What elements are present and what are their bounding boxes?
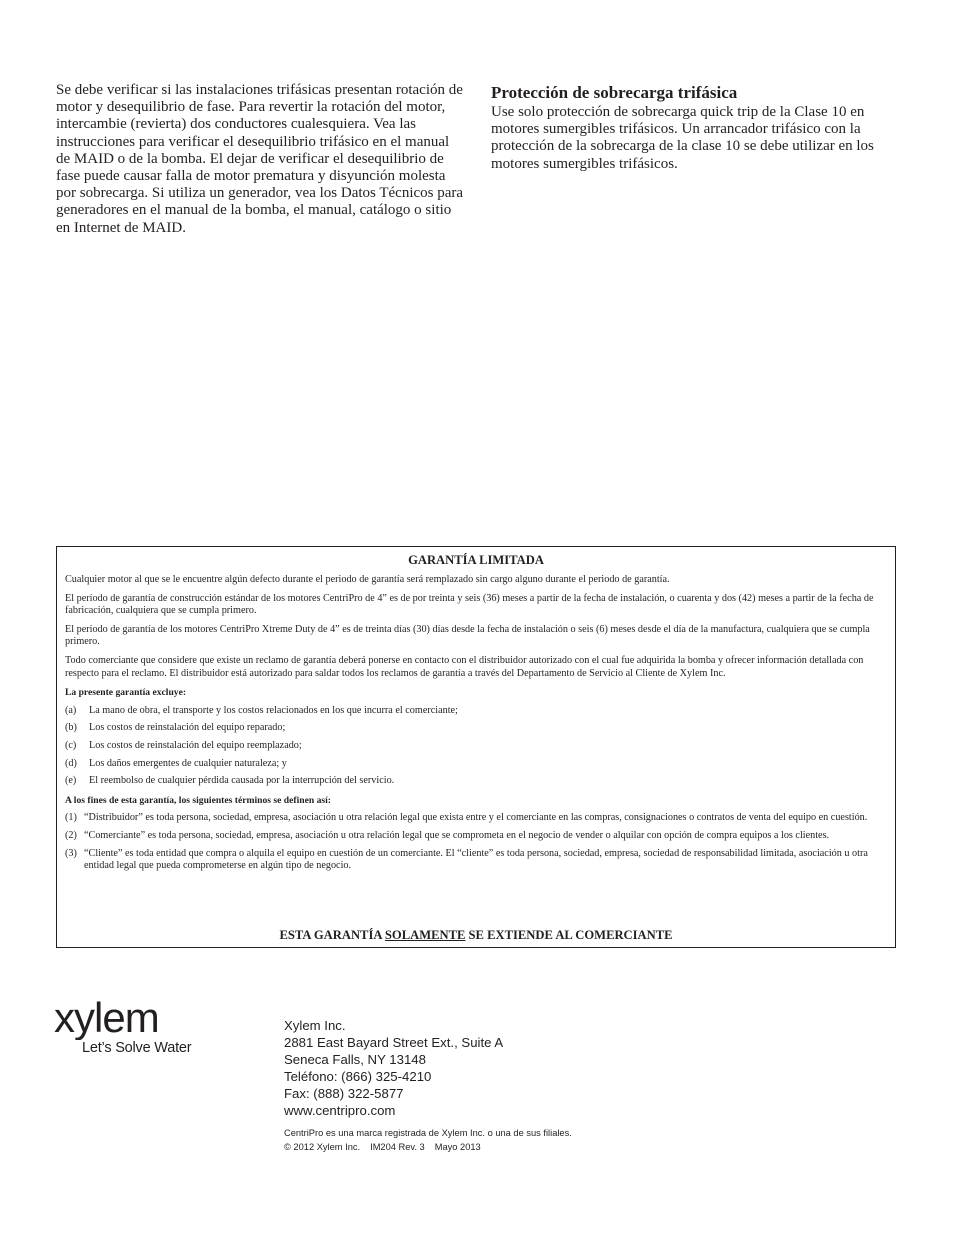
list-marker: (d) (65, 757, 77, 769)
definitions-list (65, 812, 887, 872)
list-marker: (3) (65, 847, 77, 859)
list-marker: (1) (65, 812, 77, 824)
warranty-footer-suffix: SE EXTIENDE AL COMERCIANTE (468, 928, 673, 942)
tagline: Let’s Solve Water (82, 1040, 192, 1056)
list-item (65, 758, 887, 771)
list-item-text: Los costos de reinstalación del equipo reparado; (89, 722, 286, 734)
list-item-text: “Distribuidor” es toda persona, sociedad, empresa, asociación u otra relación legal que exista entre y el comerciante en las compras, consignaciones o contratos de venta del equipo en cuestión. (84, 812, 868, 824)
city-state-zip: Seneca Falls, NY 13148 (284, 1052, 426, 1067)
warranty-title: GARANTÍA LIMITADA (408, 553, 544, 567)
logo-text: xylem (54, 1000, 159, 1040)
list-item-text: El reembolso de cualquier pérdida causada por la interrupción del servicio. (89, 775, 395, 787)
list-item-text: Los costos de reinstalación del equipo reemplazado; (89, 739, 302, 751)
list-marker: (2) (65, 829, 77, 841)
fax-number: Fax: (888) 322-5877 (284, 1086, 404, 1101)
contact-block (284, 1017, 503, 1119)
list-item (65, 740, 887, 753)
exclusions-heading: La presente garantía excluye: (65, 687, 187, 699)
copyright: © 2012 Xylem Inc. (284, 1142, 361, 1152)
fine-print (284, 1126, 572, 1154)
list-marker: (a) (65, 704, 77, 716)
list-item (65, 705, 887, 718)
publication-date: Mayo 2013 (434, 1142, 481, 1152)
list-item (65, 830, 887, 843)
street-address: 2881 East Bayard Street Ext., Suite A (284, 1035, 504, 1050)
warranty-paragraph: El período de garantía de construcción estándar de los motores CentriPro de 4” es de por treinta y seis (36) meses a partir de la fecha de instalación, o cuarenta y dos (42) meses a partir de la fecha de fabricación, cualquiera que se cumpla primero. (65, 592, 874, 617)
overload-protection-heading: Protección de sobrecarga trifásica (491, 83, 738, 102)
list-item (65, 812, 887, 825)
phone-number: Teléfono: (866) 325-4210 (284, 1069, 432, 1084)
list-item-text: Los daños emergentes de cualquier naturaleza; y (89, 757, 287, 769)
list-item-text: La mano de obra, el transporte y los costos relacionados en los que incurra el comerciante; (89, 704, 458, 716)
trademark-notice: CentriPro es una marca registrada de Xylem Inc. o una de sus filiales. (284, 1128, 572, 1138)
warranty-footer-prefix: ESTA GARANTÍA (279, 928, 382, 942)
copyright-line (284, 1140, 572, 1154)
list-marker: (b) (65, 722, 77, 734)
limited-warranty-box (56, 546, 896, 948)
list-item-text: “Comerciante” es toda persona, sociedad, empresa, asociación u otra relación legal que se comprometa en el negocio de vender o alquilar con opción de compra equipos a los clientes. (84, 829, 830, 841)
list-item (65, 848, 887, 873)
list-marker: (e) (65, 775, 77, 787)
warranty-footer (57, 927, 895, 943)
list-item (65, 722, 887, 735)
definitions-heading: A los fines de esta garantía, los siguientes términos se definen así: (65, 794, 331, 806)
list-item (65, 775, 887, 788)
company-name: Xylem Inc. (284, 1018, 346, 1033)
left-column (56, 82, 466, 237)
right-column (491, 83, 899, 173)
overload-protection-paragraph: Use solo protección de sobrecarga quick trip de la Clase 10 en motores sumergibles trifásicos. Un arrancador trifásico con la protección de la sobrecarga de la clase 10 se debe utilizar en los motores sumergibles trifásicos. (491, 104, 874, 172)
xylem-wordmark (54, 1000, 234, 1040)
warranty-footer-emphasis: SOLAMENTE (384, 928, 466, 942)
exclusions-list (65, 705, 887, 788)
warranty-paragraph: Todo comerciante que considere que existe un reclamo de garantía deberá ponerse en contacto con el distribuidor autorizado con el cual fue adquirida la bomba y ofrecer información detallada con respecto para el reclamo. El distribuidor está autorizado para saldar todos los reclamos de garantía a través del Departamento de Servicio al Cliente de Xylem Inc. (65, 654, 864, 679)
list-marker: (c) (65, 739, 77, 751)
warranty-paragraph: El periodo de garantía de los motores CentriPro Xtreme Duty de 4” es de treinta días (30) días desde la fecha de instalación o seis (6) meses desde el día de la manufactura, cualquiera que se cumpla primero. (65, 623, 870, 648)
phase-rotation-paragraph: Se debe verificar si las instalaciones trifásicas presentan rotación de motor y desequilibrio de fase. Para revertir la rotación del motor, intercambie (revierta) dos conductores cualesquiera. Vea las instrucciones para verificar el desequilibrio trifásico en el manual de MAID o de la bomba. El dejar de verificar el desequilibrio de fase puede causar falla de motor prematura y disyunción molesta por sobrecarga. Si utiliza un generador, vea los Datos Técnicos para generadores en el manual de la bomba, el manual, catálogo o sitio en Internet de MAID. (56, 82, 464, 236)
warranty-paragraph: Cualquier motor al que se le encuentre algún defecto durante el periodo de garantía será remplazado sin cargo alguno durante el periodo de garantía. (65, 574, 670, 585)
document-code: IM204 Rev. 3 (370, 1142, 425, 1152)
list-item-text: “Cliente” es toda entidad que compra o alquila el equipo en cuestión de un comerciante. El “cliente” es toda persona, sociedad, empresa, sociedad de responsabilidad limitada, asociación u otra entidad legal que pueda comprometerse en algún tipo de negocio. (84, 847, 868, 872)
website-link[interactable]: www.centripro.com (284, 1103, 396, 1118)
